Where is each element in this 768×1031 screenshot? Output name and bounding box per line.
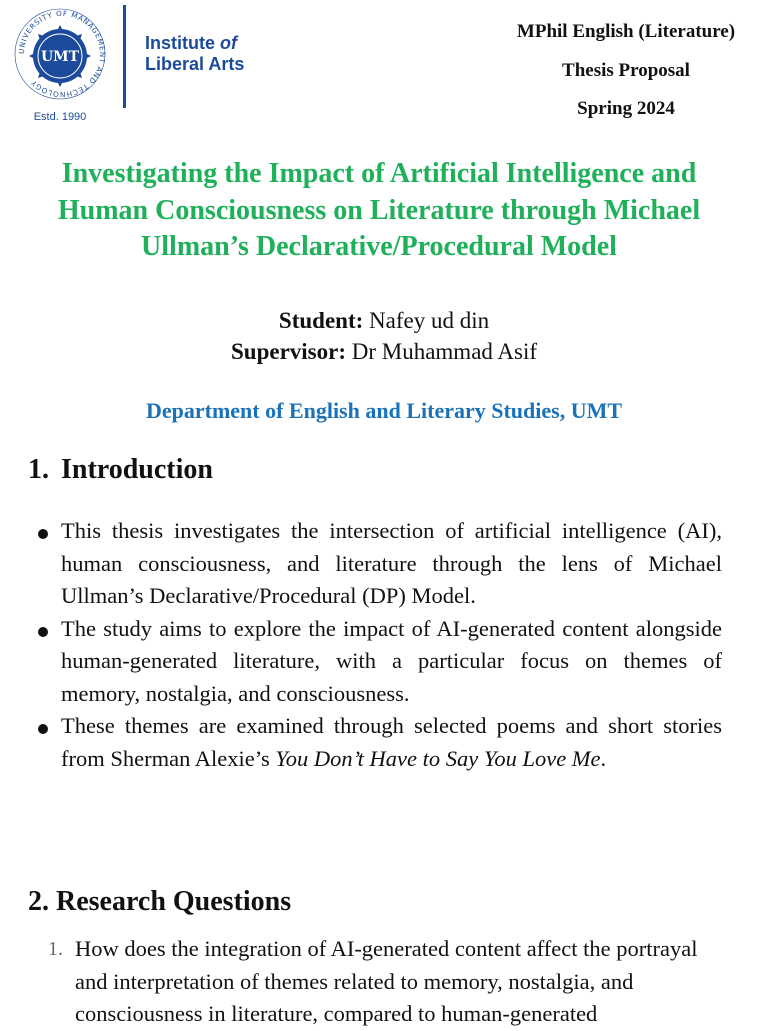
section-title: Research Questions <box>56 886 292 917</box>
section-heading-research-questions <box>28 885 291 919</box>
bullet-end: . <box>600 745 607 771</box>
institute-name <box>145 33 244 75</box>
section-number: 1. <box>28 454 49 485</box>
people-block <box>0 305 768 367</box>
introduction-bullets <box>30 515 722 775</box>
section-heading-introduction <box>28 453 213 487</box>
logo-center-text: UMT <box>40 49 80 65</box>
bullet-dot-icon <box>38 627 48 637</box>
logo-ring-text: UNIVERSITY OF MANAGEMENT AND TECHNOLOGY <box>16 8 108 99</box>
supervisor-label: Supervisor: <box>230 339 346 364</box>
logo-estd: Estd. 1990 <box>33 111 87 123</box>
section-number: 2. <box>28 886 49 917</box>
brand-word-of: of <box>220 33 238 53</box>
list-item <box>30 613 722 711</box>
bullet-dot-icon <box>38 724 48 734</box>
research-questions-list <box>28 933 728 1031</box>
list-item <box>30 515 722 613</box>
bullet-text: These themes are examined through selected poems and short stories from Sherman Alexie’s <box>61 713 722 771</box>
section-title: Introduction <box>61 454 213 485</box>
term: Spring 2024 <box>577 98 675 119</box>
umt-logo <box>10 4 120 124</box>
logo-divider <box>123 5 126 108</box>
bullet-text: This thesis investigates the intersection of artificial intelligence (AI), human consciousness, and literature through the lens of Michael Ullman’s Declarative/Procedural (DP) Model. <box>61 518 722 608</box>
proposal-meta <box>496 20 756 136</box>
document-type: Thesis Proposal <box>562 59 690 81</box>
document-header <box>0 0 768 130</box>
brand-word-institute: Institute <box>145 33 215 53</box>
thesis-title: Investigating the Impact of Artificial Intelligence and Human Consciousness on Literature through Michael Ullman’s Declarative/Procedural Model <box>57 158 701 262</box>
bullet-dot-icon <box>38 529 48 539</box>
program-name: MPhil English (Literature) <box>516 21 736 42</box>
question-text: How does the integration of AI-generated content affect the portrayal and interpretation of themes related to memory, nostalgia, and consciousness in literature, compared to human-generated <box>75 936 698 1026</box>
student-label: Student: <box>278 308 364 333</box>
brand-line-liberal-arts: Liberal Arts <box>145 54 245 74</box>
student-name: Nafey ud din <box>369 308 490 333</box>
student-line <box>0 305 768 336</box>
supervisor-name: Dr Muhammad Asif <box>351 339 537 364</box>
list-item <box>30 710 722 775</box>
list-item <box>28 933 728 1031</box>
department-name: Department of English and Literary Studies, UMT <box>145 398 623 423</box>
supervisor-line <box>0 336 768 367</box>
book-title: You Don’t Have to Say You Love Me <box>275 745 601 771</box>
question-number: 1. <box>48 938 63 960</box>
bullet-text: The study aims to explore the impact of AI-generated content alongside human-generated literature, with a particular focus on themes of memory, nostalgia, and consciousness. <box>61 615 722 706</box>
